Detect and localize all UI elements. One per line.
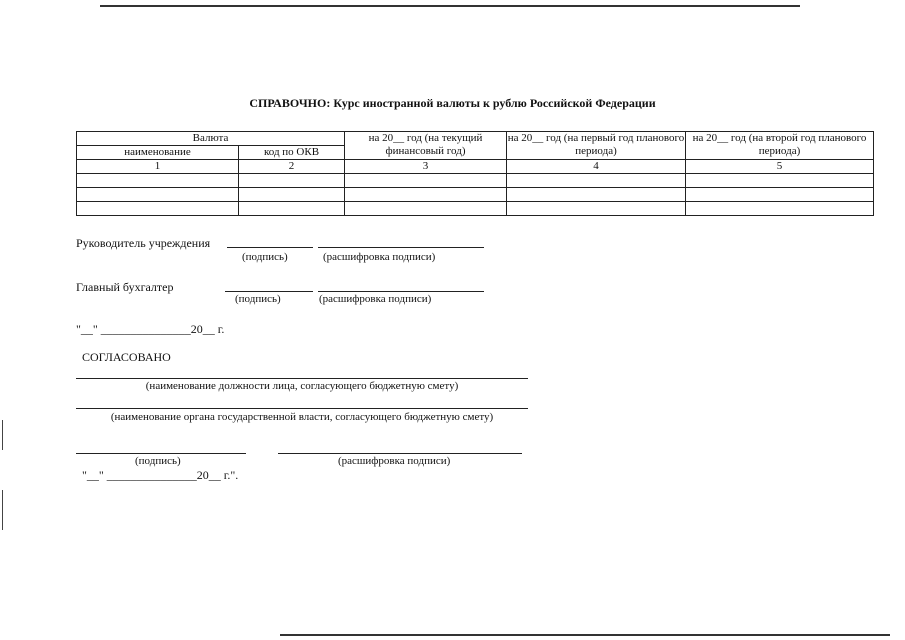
table-cell[interactable] [239,174,345,188]
director-decode-caption: (расшифровка подписи) [323,251,436,263]
table-row [77,188,874,202]
column-number: 5 [686,160,874,174]
table-row [77,174,874,188]
accountant-signature-line[interactable] [225,291,313,292]
position-caption: (наименование должности лица, согласующего бюджетную смету) [145,380,459,392]
table-cell[interactable] [345,202,507,216]
column-number-row [77,160,874,174]
year2-header: на 20__ год (на первый год планового периода) [507,132,686,160]
table-cell[interactable] [507,174,686,188]
table-row [77,202,874,216]
year3-header: на 20__ год (на второй год планового периода) [686,132,874,160]
accountant-signature-caption: (подпись) [235,293,281,305]
table-header-row [77,132,874,146]
approval-signature-line[interactable] [76,453,246,454]
column-number: 2 [239,160,345,174]
approval-heading: СОГЛАСОВАНО [82,350,171,364]
table-cell[interactable] [686,202,874,216]
authority-caption: (наименование органа государственной власти, согласующего бюджетную смету) [110,411,494,423]
accountant-decode-line[interactable] [318,291,484,292]
table-cell[interactable] [77,174,239,188]
director-decode-line[interactable] [318,247,484,248]
table-cell[interactable] [345,174,507,188]
accountant-label: Главный бухгалтер [76,280,174,294]
scan-edge-bottom [280,634,890,636]
scan-mark [2,420,3,450]
table-cell[interactable] [507,202,686,216]
director-label: Руководитель учреждения [76,236,211,250]
approval-decode-line[interactable] [278,453,522,454]
page-title: СПРАВОЧНО: Курс иностранной валюты к рублю Российской Федерации [249,96,656,110]
table-cell[interactable] [77,202,239,216]
okv-header: код по ОКВ [239,146,345,160]
date-line: "__" _______________20__ г. [76,322,225,336]
approval-decode-caption: (расшифровка подписи) [338,455,451,467]
authority-line[interactable] [76,408,528,409]
table-cell[interactable] [686,174,874,188]
table-cell[interactable] [345,188,507,202]
director-signature-line[interactable] [227,247,313,248]
table-cell[interactable] [686,188,874,202]
approval-signature-caption: (подпись) [135,455,181,467]
scan-mark [2,490,3,530]
year1-header: на 20__ год (на текущий финансовый год) [345,132,507,160]
director-signature-caption: (подпись) [242,251,288,263]
table-cell[interactable] [239,188,345,202]
scan-edge-top [100,5,800,7]
table-cell[interactable] [77,188,239,202]
column-number: 3 [345,160,507,174]
approval-date-line: "__" _______________20__ г.". [82,468,239,482]
column-number: 4 [507,160,686,174]
exchange-rate-table [76,131,874,216]
name-header: наименование [77,146,239,160]
position-line[interactable] [76,378,528,379]
currency-header: Валюта [77,132,345,146]
table-cell[interactable] [239,202,345,216]
table-cell[interactable] [507,188,686,202]
column-number: 1 [77,160,239,174]
accountant-decode-caption: (расшифровка подписи) [319,293,432,305]
